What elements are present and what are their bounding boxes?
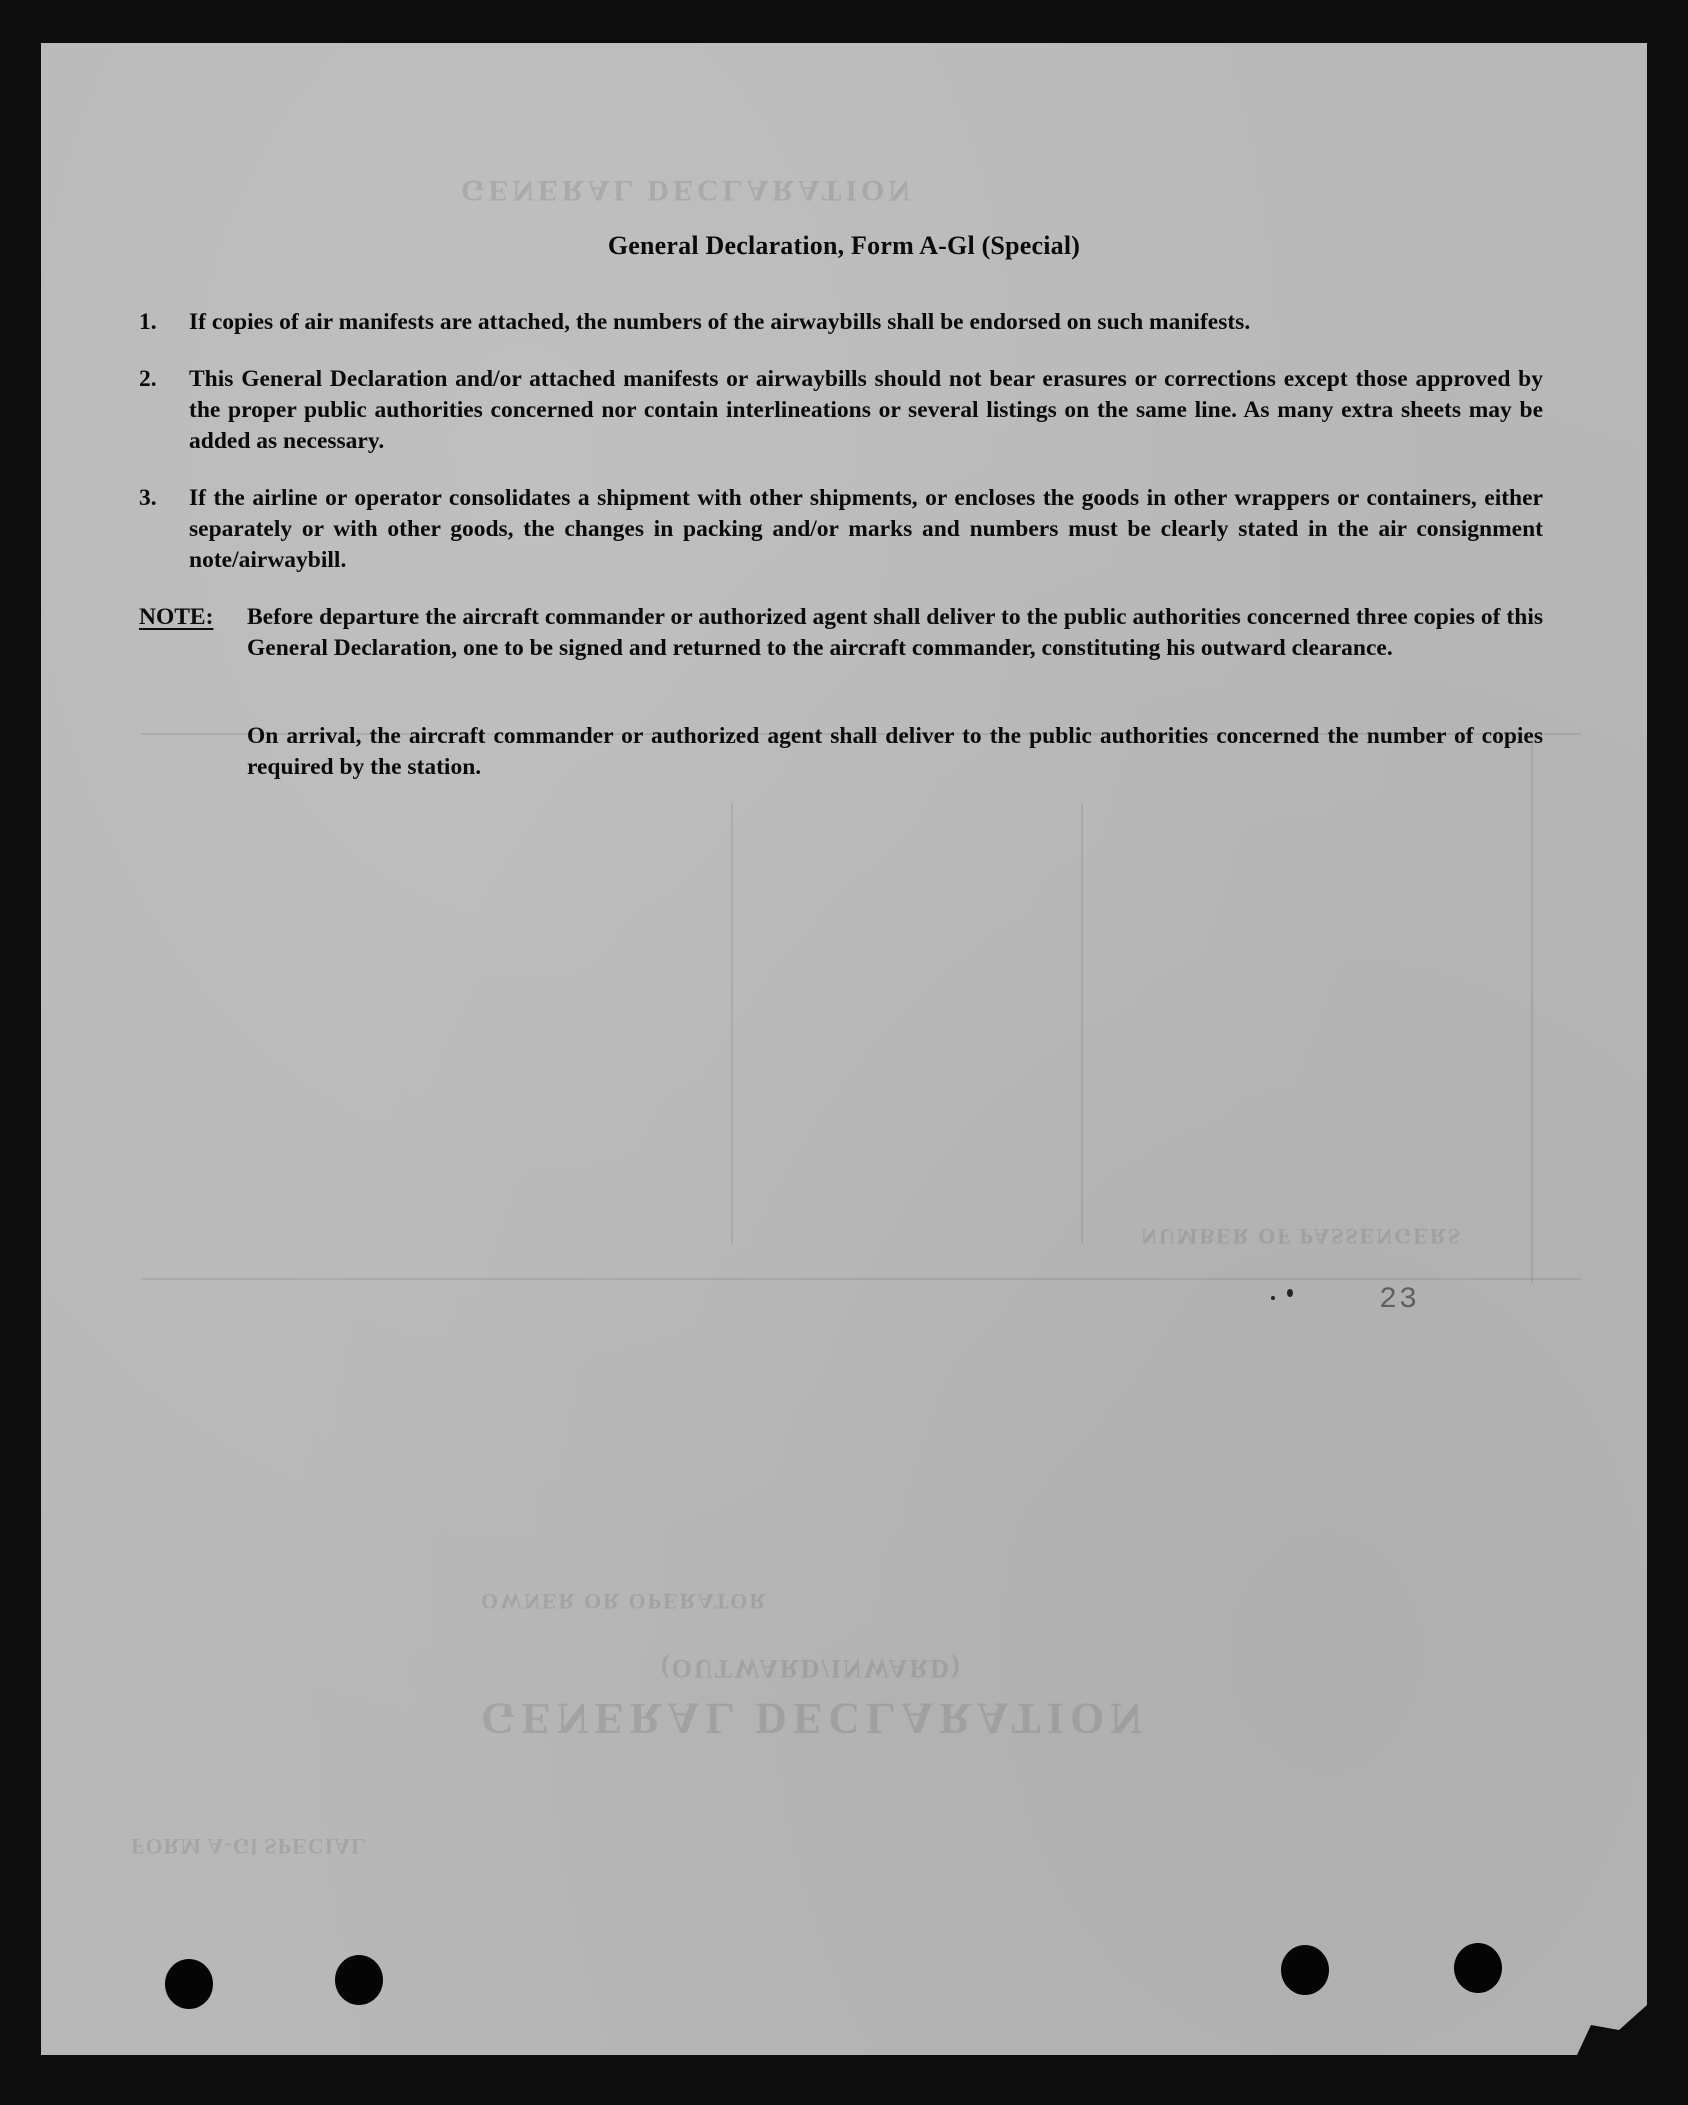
item-text: If the airline or operator consolidates a shipment with other shipments, or encloses the goods in other wrappers or containers, either separately or with other goods, the changes in packing and/or marks and numbers must be clearly stated in the air consignment note/airwaybill. <box>189 485 1543 573</box>
bleed-through-rule <box>731 803 733 1243</box>
item-text: This General Declaration and/or attached manifests or airwaybills should not bear erasures or corrections except those approved by the proper public authorities concerned nor contain interlineations or several listings on the same line. As many extra sheets may be added as necessary. <box>189 366 1543 454</box>
bleed-through-rule <box>1531 743 1533 1283</box>
punch-hole <box>1454 1943 1502 1993</box>
note-block <box>139 602 1543 664</box>
bleed-through-rule <box>1081 803 1083 1243</box>
bleed-through-heading: GENERAL DECLARATION <box>461 174 915 207</box>
list-item <box>139 364 1543 457</box>
item-number: 3. <box>139 485 157 511</box>
page-title: General Declaration, Form A-Gl (Special) <box>607 231 1081 260</box>
ink-speck <box>1271 1296 1275 1300</box>
item-text: If copies of air manifests are attached, the numbers of the airwaybills shall be endorsed on such manifests. <box>189 309 1251 335</box>
list-item <box>139 483 1543 576</box>
punch-hole <box>1281 1945 1329 1995</box>
scanned-page <box>41 43 1647 2055</box>
bleed-through-line: OWNER OR OPERATOR <box>481 1589 768 1614</box>
note-paragraph: On arrival, the aircraft commander or authorized agent shall deliver to the public authorities concerned the number of copies required by the station. <box>247 723 1543 780</box>
ink-speck <box>1287 1289 1293 1297</box>
punch-hole <box>335 1955 383 2005</box>
bleed-through-title: GENERAL DECLARATION <box>481 1694 1148 1743</box>
torn-corner <box>1577 2005 1647 2055</box>
note-paragraph: Before departure the aircraft commander or authorized agent shall deliver to the public authorities concerned three copies of this General Declaration, one to be signed and returned to the aircraft commander, constituting his outward clearance. <box>247 604 1543 661</box>
item-number: 1. <box>139 309 157 335</box>
bleed-through-side-label: FORM A-Gl SPECIAL <box>131 1834 367 1859</box>
item-number: 2. <box>139 366 157 392</box>
punch-hole <box>165 1959 213 2009</box>
page-number-stamp: 23 <box>1379 1283 1420 1317</box>
bleed-through-box-label: NUMBER OF PASSENGERS <box>1141 1224 1463 1249</box>
note-label: NOTE: <box>139 604 214 630</box>
list-item <box>139 307 1543 338</box>
bleed-through-rule <box>141 1278 1581 1280</box>
bleed-through-subtitle: (OUTWARD/INWARD) <box>661 1654 962 1683</box>
note-block-continued <box>139 721 1543 783</box>
